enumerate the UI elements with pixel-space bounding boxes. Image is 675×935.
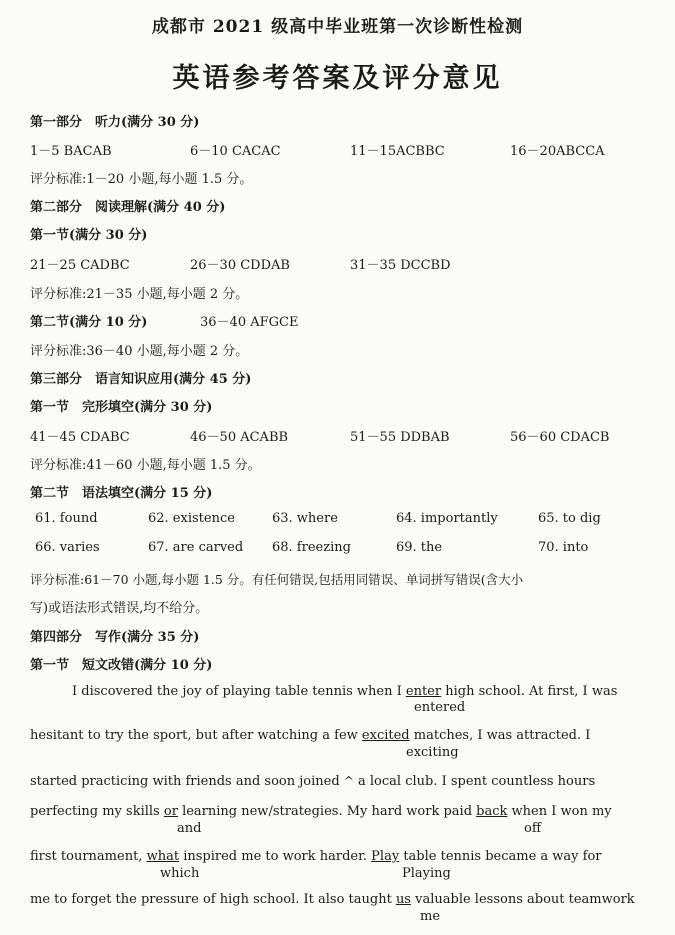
correction-word: exciting xyxy=(406,745,459,760)
essay-text: valuable lessons about teamwork xyxy=(415,892,635,907)
part4-section1-heading: 第一节 短文改错(满分 10 分) xyxy=(30,658,213,673)
part3-section2-scoring-line2: 写)或语法形式错误,均不给分。 xyxy=(30,601,209,616)
correction-word: Playing xyxy=(402,866,451,881)
part2-section2-answer: 36－40 AFGCE xyxy=(200,315,299,330)
essay-text: perfecting my skills xyxy=(30,804,160,819)
essay-line-6 xyxy=(30,892,635,907)
essay-text: inspired me to work harder. xyxy=(183,849,368,864)
part1-scoring: 评分标准:1－20 小题,每小题 1.5 分。 xyxy=(30,172,253,187)
part1-heading: 第一部分 听力(满分 30 分) xyxy=(30,115,200,130)
error-word: enter xyxy=(405,684,442,699)
insertion-caret: ^ xyxy=(343,774,354,788)
grammar-answer-69: 69. the xyxy=(396,540,443,555)
essay-line-5 xyxy=(30,849,602,864)
correction-word: and xyxy=(177,821,202,836)
error-word: excited xyxy=(361,728,410,743)
part4-heading: 第四部分 写作(满分 35 分) xyxy=(30,630,200,645)
part2-section2-heading: 第二节(满分 10 分) xyxy=(30,315,148,330)
part1-answer-3: 11－15ACBBC xyxy=(350,144,445,159)
correction-word: which xyxy=(160,866,200,881)
essay-text: matches, I was attracted. I xyxy=(413,728,591,743)
part1-answer-1: 1－5 BACAB xyxy=(30,144,112,159)
error-word: back xyxy=(476,804,508,819)
part1-answer-4: 16－20ABCCA xyxy=(510,144,605,159)
part2-answer-2: 26－30 CDDAB xyxy=(190,258,290,273)
essay-text: first tournament, xyxy=(30,849,143,864)
grammar-answer-63: 63. where xyxy=(272,511,338,526)
correction-word: entered xyxy=(414,700,466,715)
part2-section1-heading: 第一节(满分 30 分) xyxy=(30,228,148,243)
correction-word: off xyxy=(524,821,542,836)
grammar-answer-67: 67. are carved xyxy=(148,540,244,555)
part3-section2-heading: 第二节 语法填空(满分 15 分) xyxy=(30,486,213,501)
essay-text: started practicing with friends and soon joined xyxy=(30,774,340,789)
essay-text: when I won my xyxy=(511,804,612,819)
part2-answer-3: 31－35 DCCBD xyxy=(350,258,451,273)
essay-text: a local club. I spent countless hours xyxy=(358,774,596,789)
essay-text: high school. At first, I was xyxy=(445,684,618,699)
grammar-answer-65: 65. to dig xyxy=(538,511,601,526)
grammar-answer-66: 66. varies xyxy=(35,540,100,555)
grammar-answer-70: 70. into xyxy=(538,540,589,555)
part2-answer-1: 21－25 CADBC xyxy=(30,258,130,273)
document-title: 英语参考答案及评分意见 xyxy=(172,63,503,94)
part2-section2-scoring: 评分标准:36－40 小题,每小题 2 分。 xyxy=(30,344,249,359)
essay-text: hesitant to try the sport, but after watching a few xyxy=(30,728,358,743)
part3-answer-1: 41－45 CDABC xyxy=(30,430,130,445)
error-word: us xyxy=(395,892,411,907)
essay-text: table tennis became a way for xyxy=(403,849,602,864)
error-word: or xyxy=(163,804,178,819)
deletion-slash: / xyxy=(268,804,273,819)
part3-heading: 第三部分 语言知识应用(满分 45 分) xyxy=(30,372,252,387)
part3-answer-2: 46－50 ACABB xyxy=(190,430,289,445)
error-word: Play xyxy=(371,849,400,864)
grammar-answer-61: 61. found xyxy=(35,511,98,526)
document-subtitle: 成都市 2021 级高中毕业班第一次诊断性检测 xyxy=(151,17,524,37)
essay-line-2 xyxy=(30,728,590,743)
part3-answer-3: 51－55 DDBAB xyxy=(350,430,450,445)
correction-word: me xyxy=(420,909,441,924)
grammar-answer-68: 68. freezing xyxy=(272,540,351,555)
part1-answer-2: 6－10 CACAC xyxy=(190,144,281,159)
part3-section1-scoring: 评分标准:41－60 小题,每小题 1.5 分。 xyxy=(30,458,261,473)
part3-answer-4: 56－60 CDACB xyxy=(510,430,610,445)
part2-heading: 第二部分 阅读理解(满分 40 分) xyxy=(30,200,226,215)
essay-line-1 xyxy=(72,684,617,699)
essay-text: I discovered the joy of playing table tennis when I xyxy=(72,684,402,699)
essay-line-3 xyxy=(30,774,595,789)
part3-section1-heading: 第一节 完形填空(满分 30 分) xyxy=(30,400,213,415)
essay-line-4 xyxy=(30,804,612,819)
essay-text: learning new xyxy=(182,804,269,819)
grammar-answer-64: 64. importantly xyxy=(396,511,498,526)
essay-text: me to forget the pressure of high school. It also taught xyxy=(30,892,392,907)
part2-section1-scoring: 评分标准:21－35 小题,每小题 2 分。 xyxy=(30,287,249,302)
error-word: what xyxy=(146,849,180,864)
essay-text: strategies. My hard work paid xyxy=(272,804,473,819)
part3-section2-scoring-line1: 评分标准:61－70 小题,每小题 1.5 分。有任何错误,包括用同错误、单词拼写错误(含大小 xyxy=(30,572,524,587)
grammar-answer-62: 62. existence xyxy=(148,511,235,526)
